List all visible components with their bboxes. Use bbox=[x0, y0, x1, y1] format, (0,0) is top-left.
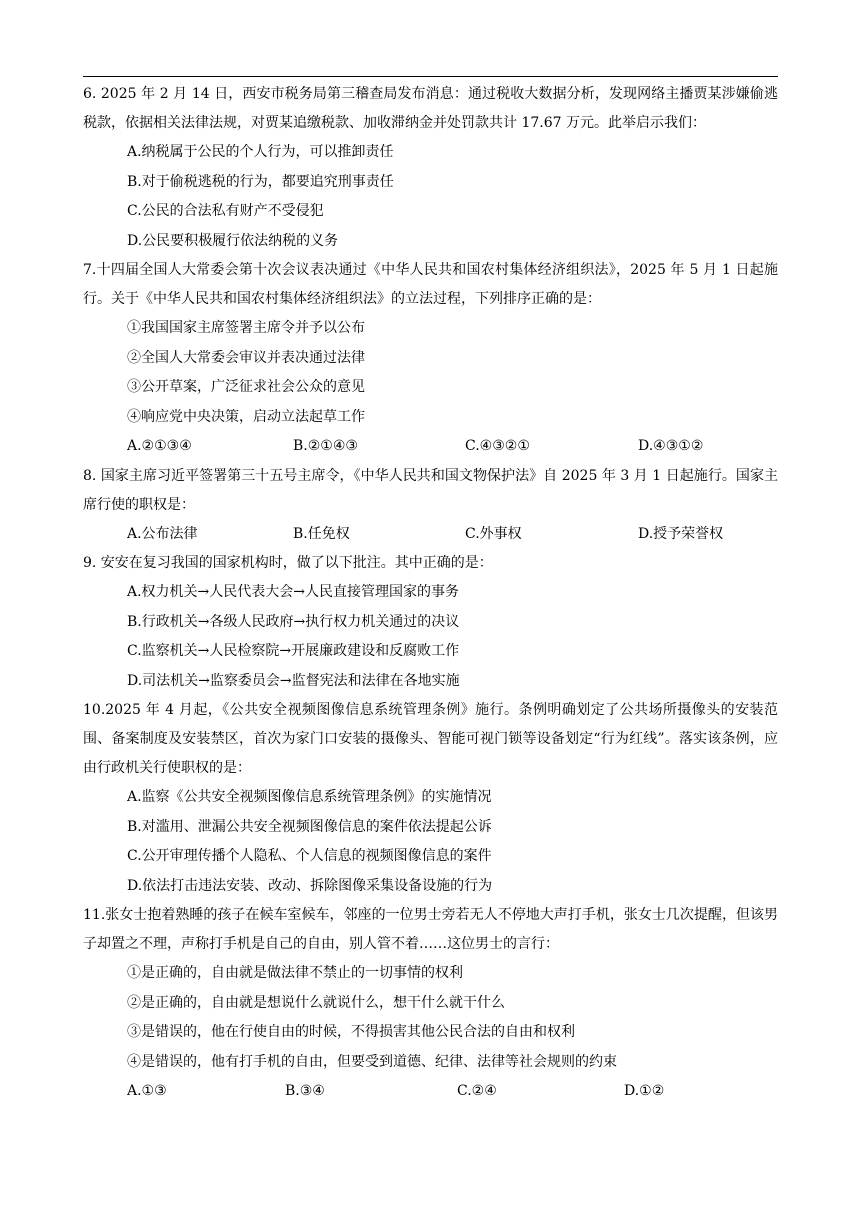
option-d: D.依法打击违法安装、改动、拆除图像采集设备设施的行为 bbox=[127, 877, 493, 894]
option-a: A.监察《公共安全视频图像信息系统管理条例》的实施情况 bbox=[127, 789, 492, 805]
question-stem: 7.十四届全国人大常委会第十次会议表决通过《中华人民共和国农村集体经济组织法》，2025 年 5 月 1 日起施行。关于《中华人民共和国农村集体经济组织法》的立法过程，下列排序正确的是： bbox=[83, 262, 778, 307]
question-9 bbox=[83, 549, 778, 696]
question-stem: 8. 国家主席习近平签署第三十五号主席令，《中华人民共和国文物保护法》自 2025 年 3 月 1 日起施行。国家主席行使的职权是： bbox=[83, 467, 778, 513]
choice-c: C.②④ bbox=[457, 1083, 497, 1099]
choice-a: A.①③ bbox=[127, 1083, 167, 1099]
statement-1: ①我国国家主席签署主席令并予以公布 bbox=[127, 320, 365, 336]
option-c: C.公民的合法私有财产不受侵犯 bbox=[127, 203, 324, 219]
question-10 bbox=[83, 696, 778, 901]
choice-b: B.②①④③ bbox=[293, 438, 358, 454]
choice-a: A.②①③④ bbox=[127, 438, 192, 454]
option-d: D.公民要积极履行依法纳税的义务 bbox=[127, 232, 339, 249]
question-8 bbox=[83, 462, 778, 550]
statement-2: ②是正确的，自由就是想说什么就说什么，想干什么就干什么 bbox=[127, 994, 505, 1011]
question-stem: 9. 安安在复习我国的国家机构时，做了以下批注。其中正确的是： bbox=[83, 555, 493, 571]
choice-d: D.授予荣誉权 bbox=[638, 525, 724, 542]
question-7 bbox=[83, 256, 778, 462]
choice-d: D.①② bbox=[624, 1083, 665, 1099]
statement-1: ①是正确的，自由就是做法律不禁止的一切事情的权利 bbox=[127, 965, 463, 981]
question-6 bbox=[83, 80, 778, 256]
question-stem: 11.张女士抱着熟睡的孩子在候车室候车，邻座的一位男士旁若无人不停地大声打手机，张女士几次提醒，但该男子却置之不理，声称打手机是自己的自由，别人管不着……这位男士的言行： bbox=[83, 907, 778, 952]
option-b: B.行政机关→各级人民政府→执行权力机关通过的决议 bbox=[127, 613, 460, 630]
choice-c: C.外事权 bbox=[465, 525, 522, 542]
statement-3: ③是错误的，他在行使自由的时候，不得损害其他公民合法的自由和权利 bbox=[127, 1024, 575, 1040]
option-b: B.对于偷税逃税的行为，都要追究刑事责任 bbox=[127, 173, 394, 190]
choice-c: C.④③②① bbox=[465, 438, 530, 454]
option-a: A.纳税属于公民的个人行为，可以推卸责任 bbox=[127, 144, 394, 160]
statement-4: ④是错误的，他有打手机的自由，但要受到道德、纪律、法律等社会规则的约束 bbox=[127, 1053, 617, 1070]
statement-4: ④响应党中央决策，启动立法起草工作 bbox=[127, 408, 365, 425]
question-11 bbox=[83, 901, 778, 1107]
choice-row bbox=[83, 432, 778, 462]
question-list bbox=[83, 80, 778, 1107]
option-c: C.监察机关→人民检察院→开展廉政建设和反腐败工作 bbox=[127, 643, 460, 659]
choice-b: B.③④ bbox=[285, 1083, 325, 1099]
option-c: C.公开审理传播个人隐私、个人信息的视频图像信息的案件 bbox=[127, 848, 492, 864]
option-a: A.权力机关→人民代表大会→人民直接管理国家的事务 bbox=[127, 584, 460, 600]
option-d: D.司法机关→监察委员会→监督宪法和法律在各地实施 bbox=[127, 672, 460, 689]
statement-2: ②全国人大常委会审议并表决通过法律 bbox=[127, 349, 365, 366]
choice-b: B.任免权 bbox=[293, 525, 350, 542]
question-stem: 10.2025 年 4 月起，《公共安全视频图像信息系统管理条例》施行。条例明确划定了公共场所摄像头的安装范围、备案制度及安装禁区，首次为家门口安装的摄像头、智能可视门锁等设备划定“行为红线”。落实该条例，应由行政机关行使职权的是： bbox=[83, 702, 778, 776]
choice-d: D.④③①② bbox=[638, 438, 704, 454]
option-b: B.对滥用、泄漏公共安全视频图像信息的案件依法提起公诉 bbox=[127, 818, 492, 835]
choice-row bbox=[83, 1077, 778, 1107]
question-stem: 6. 2025 年 2 月 14 日，西安市税务局第三稽查局发布消息：通过税收大数据分析，发现网络主播贾某涉嫌偷逃税款，依据相关法律法规，对贾某追缴税款、加收滞纳金并处罚款共计 17.67 万元。此举启示我们： bbox=[83, 86, 778, 131]
header-rule bbox=[83, 76, 778, 77]
choice-a: A.公布法律 bbox=[127, 525, 198, 542]
choice-row bbox=[83, 520, 778, 550]
statement-3: ③公开草案，广泛征求社会公众的意见 bbox=[127, 379, 365, 395]
